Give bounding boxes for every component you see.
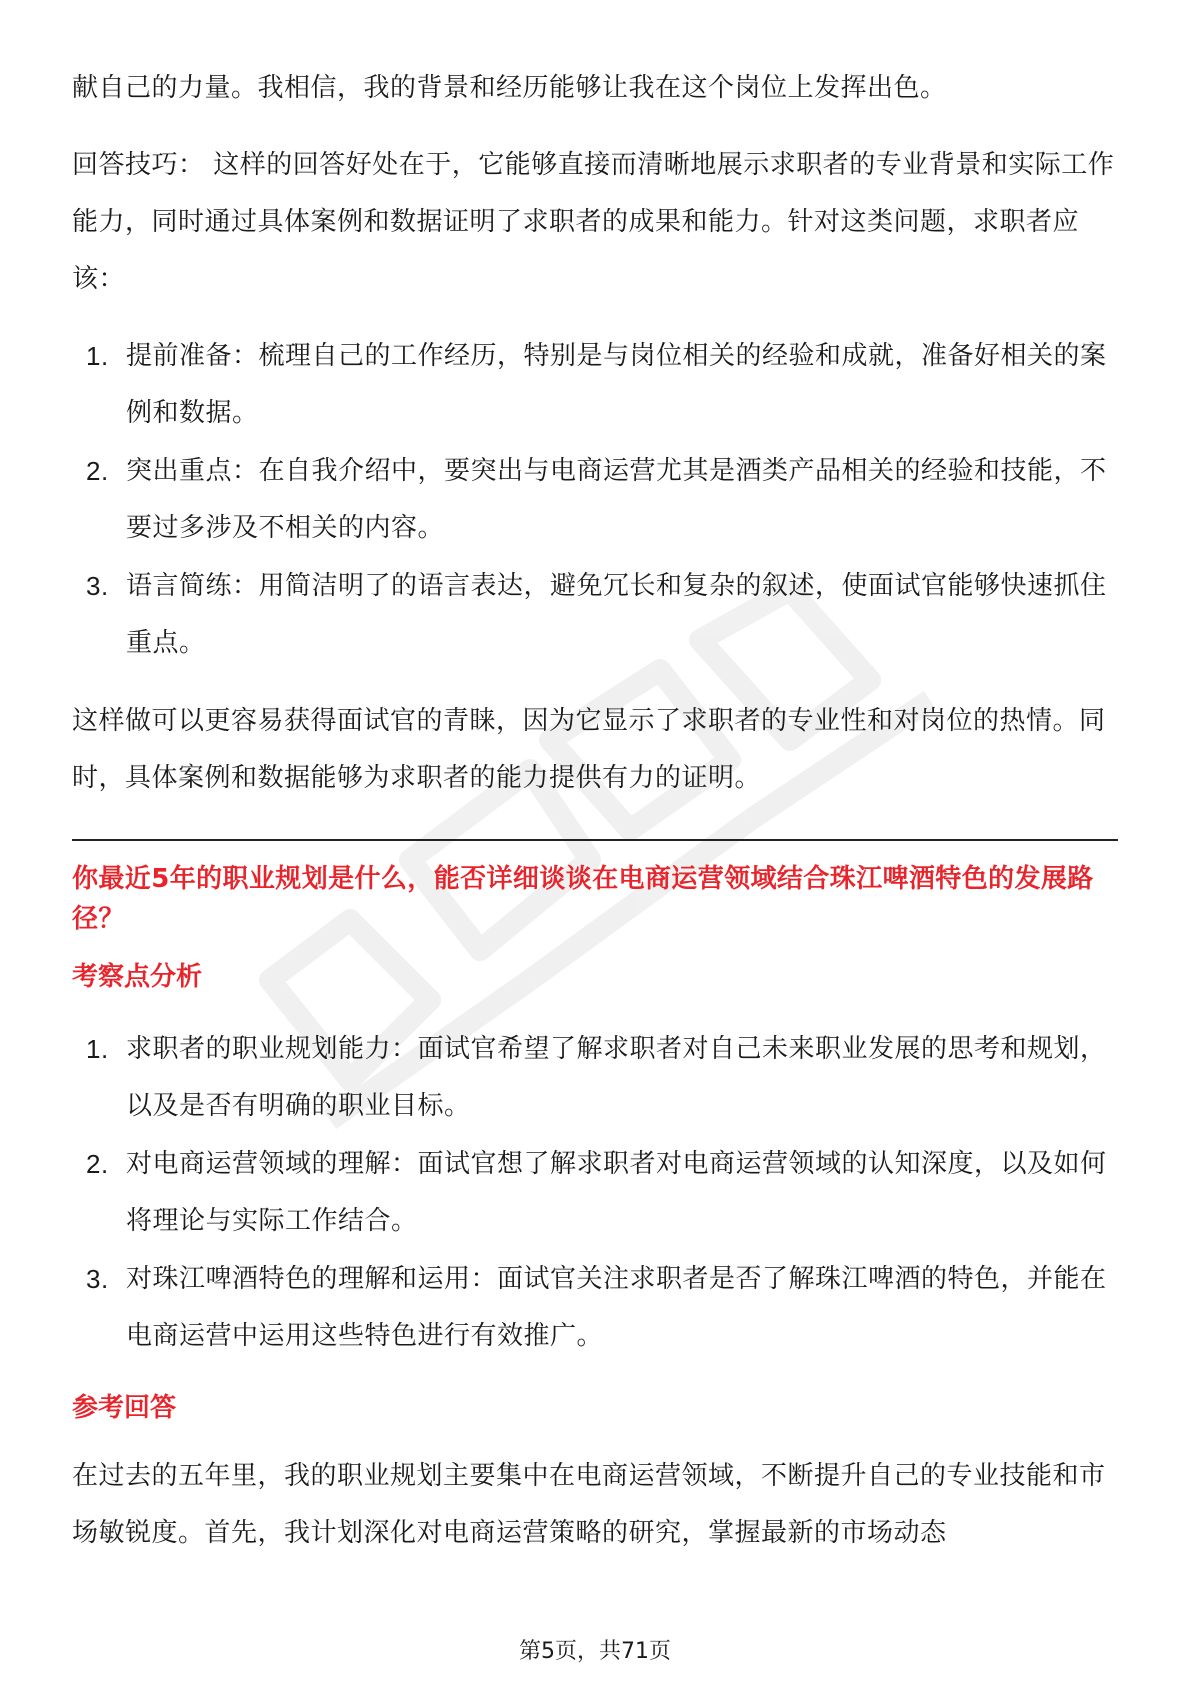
answer-paragraph: 在过去的五年里，我的职业规划主要集中在电商运营领域，不断提升自己的专业技能和市场敏锐度。首先，我计划深化对电商运营策略的研究，掌握最新的市场动态 [72, 1461, 1106, 1548]
list-item [72, 443, 1118, 557]
tips-list [72, 328, 1118, 672]
list-number: 2. [86, 1149, 109, 1179]
list-number: 1. [86, 341, 109, 371]
list-item [72, 328, 1118, 442]
list-item-text: 对珠江啤酒特色的理解和运用：面试官关注求职者是否了解珠江啤酒的特色，并能在电商运营中运用这些特色进行有效推广。 [126, 1264, 1107, 1351]
list-number: 1. [86, 1034, 109, 1064]
analysis-list [72, 1021, 1118, 1365]
list-item [72, 1251, 1118, 1365]
intro-continued-paragraph: 献自己的力量。我相信，我的背景和经历能够让我在这个岗位上发挥出色。 [72, 73, 947, 103]
list-item [72, 558, 1118, 672]
list-item-text: 突出重点：在自我介绍中，要突出与电商运营尤其是酒类产品相关的经验和技能，不要过多涉及不相关的内容。 [126, 456, 1107, 543]
list-item [72, 1136, 1118, 1250]
list-number: 3. [86, 571, 109, 601]
tips-paragraph: 回答技巧： 这样的回答好处在于，它能够直接而清晰地展示求职者的专业背景和实际工作能力，同时通过具体案例和数据证明了求职者的成果和能力。针对这类问题，求职者应该： [72, 150, 1115, 294]
list-item-text: 语言简练：用简洁明了的语言表达，避免冗长和复杂的叙述，使面试官能够快速抓住重点。 [126, 571, 1107, 658]
analysis-heading: 考察点分析 [72, 962, 203, 992]
list-item-text: 求职者的职业规划能力：面试官希望了解求职者对自己未来职业发展的思考和规划，以及是否有明确的职业目标。 [126, 1034, 1107, 1121]
list-item-text: 对电商运营领域的理解：面试官想了解求职者对电商运营领域的认知深度，以及如何将理论与实际工作结合。 [126, 1149, 1107, 1236]
list-number: 3. [86, 1264, 109, 1294]
list-item-text: 提前准备：梳理自己的工作经历，特别是与岗位相关的经验和成就，准备好相关的案例和数据。 [126, 341, 1107, 428]
answer-heading: 参考回答 [72, 1393, 177, 1423]
list-number: 2. [86, 456, 109, 486]
tips-conclusion-paragraph: 这样做可以更容易获得面试官的青睐，因为它显示了求职者的专业性和对岗位的热情。同时，具体案例和数据能够为求职者的能力提供有力的证明。 [72, 706, 1106, 793]
page-footer: 第5页，共71页 [519, 1639, 671, 1664]
question-heading: 你最近5年的职业规划是什么，能否详细谈谈在电商运营领域结合珠江啤酒特色的发展路径？ [72, 864, 1094, 934]
list-item [72, 1021, 1118, 1135]
document-page [72, 60, 1118, 1562]
